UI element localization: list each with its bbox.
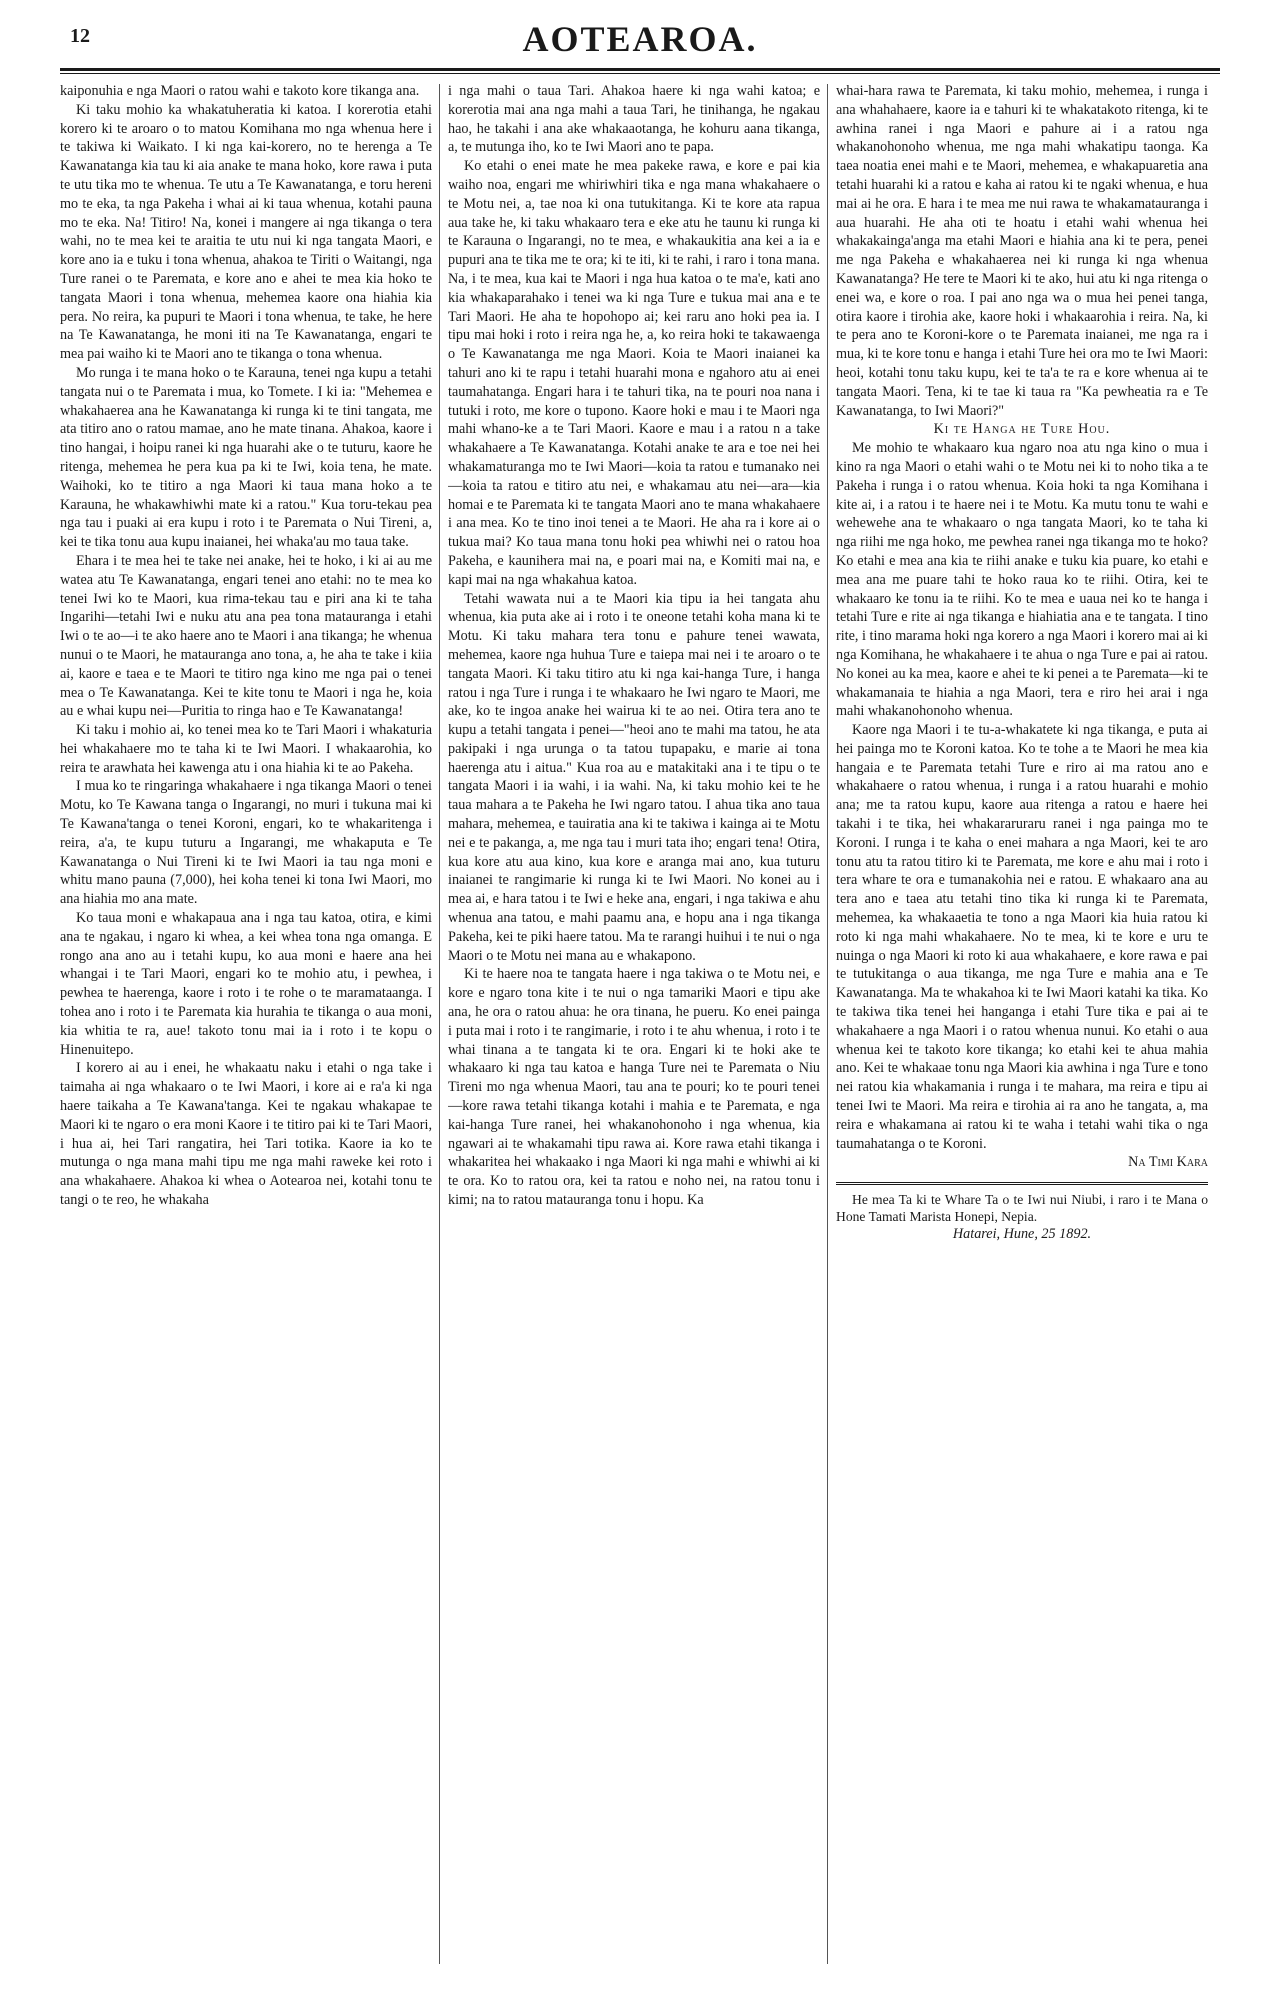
paragraph: Ki te haere noa te tangata haere i nga takiwa o te Motu nei, e kore e ngaro tona kite i te nui o nga tamariki Maori e tipu ake ana, he ora o ratou ahua: he ora tinana, he pueru. Ko enei painga i puta mai i roto i te rangimarie, i roto i te ahu whenua, i roto i te whai tinana a te tangata ki te ora. Engari ki te hoki ake te whakaaro ki nga tau katoa e hanga Ture nei te Paremata o Niu Tireni mo nga whenua Maori, tau ana te pouri; ko te pouri tenei—kore rawa tetahi tikanga kotahi i mahia e te Paremata, e nga kai-hanga Ture ranei, hei whakanohonoho i nga whenua, kia ngawari ai te whakamahi tipu rawa ai. Kore rawa etahi tikanga i whakaritea hei whakaako i nga Maori ki nga mahi e whiwhi ai ki te ora. Ko to ratou ora, kei ta ratou e noho nei, na ratou tonu i kimi; na to ratou matauranga tonu i hopu. Ka bbox=[448, 966, 820, 1209]
paragraph: Kaore nga Maori i te tu-a-whakatete ki nga tikanga, e puta ai hei painga mo te Koroni katoa. Ko te tohe a te Maori he mea kia hangaia e te Paremata tetahi Ture e riro ai ma ratou ano e whakahaere o ratou whenua, i runga i a ratou huarahi e mohio ana; me ta ratou kupu, kaore aua ritenga a ratou e haere hei takahi i te tika, hei whakararuraru ranei i nga painga mo te Koroni. I runga i te kaha o enei mahara a nga Maori, kei te aro tonu atu ta ratou titiro ki te Paremata, me kore e ahu mai i roto i tera whare te ora e tumanakohia nei e ratou. E whakaaro ana au tera ano e taea atu tetahi tino tika ki runga ki te Paremata, mehemea, ka whakaaetia te tono a nga Maori kia huia ratou ki roto ki nga mahi whakahaere. No te mea, ki te kore e uru te nuinga o nga Maori ki roto ki aua whakahaere, e kore rawa e pai te tutukitanga o aua tikanga, me nga Ture e mahia ana e Te Kawanatanga. Ma te whakahoa ki te Iwi Maori katahi ka tika. Ko te takiwa tika tenei hei hanganga i etahi Ture tika e pai ai te whakahaere a nga Maori i o ratou whenua nunui. Ko etahi o aua whenua kei te takoto kore tikanga; ko etahi kei te ahua mahia ano. Kei te whakaae tonu nga Maori kia awhina i nga Ture e tono nei ratou kia whakamania i runga i te mahara, ma reira e tipu ai tenei Iwi te Maori. Ma reira e tirohia ai ra ano he tangata, a, ma reira e whakamana ai ratou ki te waha i tetahi wahi tika o nga taumahatanga o te Koroni. bbox=[836, 722, 1208, 1152]
paragraph: Ko taua moni e whakapaua ana i nga tau katoa, otira, e kimi ana te ngakau, i ngaro ki whea, a kei whea tona nga omanga. E rongo ana ano au i tetahi kupu, ko aua moni e haere ana hei whangai i te Tari Maori, engari ko te mohio atu, i pewhea, i pewhea te haerenga, kaore i roto i te rohe o te maramataanga. I tohea ano i roto i te Paremata kia hurahia te tikanga o aua moni, kia whitia te ra, aue! takoto tonu mai ia i roto i te kopu o Hinenuitepo. bbox=[60, 910, 432, 1058]
paragraph: Me mohio te whakaaro kua ngaro noa atu nga kino o mua i kino ra nga Maori o etahi wahi o te Motu nei ki to noho tika a te Pakeha i runga i o ratou whenua. Koia hoki ta nga Komihana i kite ai, i a ratou i te haere nei i te Motu. Ka mutu tonu te wahi e wehewehe ana te whakaaro o nga tangata Maori, ko te taha ki nga riihi me nga hoko, me pewhea ranei nga tikanga mo te hoko? Ko etahi e mea ana kia te riihi anake e tuku kia puare, ko etahi e mea ana me puare tahi te hoko raua ko te riihi. Otira, kei te whakaaro ke tonu ia te riihi. Ko te mea e uaua nei ko te hanga i tetahi Ture e rite ai nga tikanga e hiahiatia ana e te tangata. I tino rite, i tino marama hoki nga korero a nga Maori i korero mai ai ki nga Komihana, he whakahaere i te ahua o nga Ture e pai ai ratou. No konei au ka mea, kaore e ahei te ki penei a te Paremata—ki te whakamanaia te hiahia a nga Maori, tera e riro hei arai i nga mahi whakanohonoho whenua. bbox=[836, 440, 1208, 720]
paragraph: Ehara i te mea hei te take nei anake, hei te hoko, i ki ai au me watea atu Te Kawanatanga, engari tenei ano etahi: no te mea ko tenei Iwi ko te Maori, kua rima-tekau tau e piri ana ki te taha Ingarihi—tetahi Iwi e nuku atu ana pea tona matauranga i etahi Iwi o te ao—i te ako haere ano te Maori i ana tikanga; he whenua nunui o te Maori, he matauranga ano tona, a, he aha te take i kiia ai, kaore e taea e te Maori te titiro nga kino me nga pai o tenei mea o Te Kawanatanga. Kei te kite tonu te Maori i nga he, koia au e whai kupu nei—Puritia to ringa hao e Te Kawanatanga! bbox=[60, 552, 432, 720]
paragraph: Tetahi wawata nui a te Maori kia tipu ia hei tangata ahu whenua, kia puta ake ai i roto i te oneone tetahi koha mana ki te Motu. Ki taku mahara tera tonu e pahure tenei wawata, mehemea, kaore nga huhua Ture e taiepa mai nei i te aroaro o te tangata Maori. Ki taku titiro atu ki nga kai-hanga Ture, i hanga ratou i nga Ture i runga i te whakaaro he Iwi ngaro te Maori, me ake, ko te ingoa anake hei wairua ki te ao nei. Otira tera ano te kupu a tetahi tangata i penei—"heoi ano te mahi ma tatou, he ata pakipaki i nga urunga o ta tatou tupapaku, e marie ai tona haerenga atu i aitua." Kua roa au e matakitaki ana i te tipu o te tangata Maori i ia wahi, i ia wahi. Na, ki taku mohio kei te he taua mahara a te Pakeha he Iwi ngaro tatou. I ahua tika ano taua mahara, mehemea, e tauiratia ana ki te takiwa i kainga ai te Motu nei e te pakanga, a, me nga tau i muri tata iho; engari tena! Otira, kua kore atu aua kino, kua kore e aranga mai ano, kua tuturu inaianei te rangimarie ki runga ki te Iwi Maori. No konei au i mea ai, e hara tatou i te Iwi e heke ana, engari, i nga takiwa e ahu whenua ana tatou, e mahi paamu ana, e hopu ana i nga tikanga Pakeha, kei te piki haere tatou. Ma te rarangi huihui i te nui o nga Maori o te Motu nei mana au e whakapono. bbox=[448, 590, 820, 964]
paragraph: Ki taku i mohio ai, ko tenei mea ko te Tari Maori i whakaturia hei whakahaere mo te taha ki te Iwi Maori. I whakaarohia, ko reira te arawhata hei kawenga atu i ona hiahia ki te ao Pakeha. bbox=[60, 722, 432, 776]
paragraph: I korero ai au i enei, he whakaatu naku i etahi o nga take i taimaha ai nga whakaaro o te Iwi Maori, i kore ai e ra'a ki nga haere taikaha a Te Kawana'tanga. Kei te ngakau whakapae te Maori ki te ngaro o era moni Kaore i te titiro pai ki te Tari Maori, i hua ai, hei Tari rangatira, hei Tari totika. Kaore ia ko te mutunga o nga mana mahi tipu me nga mahi raweke kei roto i ana whakahaere. Ahakoa ki whea o Aotearoa nei, kotahi tonu te tangi o te reo, he whakaha bbox=[60, 1060, 432, 1209]
section-subheading: Ki te Hanga he Ture Hou. bbox=[933, 421, 1111, 438]
author-signature: Na Timi Kara bbox=[1128, 1154, 1208, 1171]
paragraph: whai-hara rawa te Paremata, ki taku mohio, mehemea, i runga i ana whahahaere, kaore ia e tahuri ki te whakatakoto ritenga, ki te awhina ranei i nga Maori e pahure ai i a ratou nga whakanohonoho whenua, me nga mahi whakatipu taonga. Ka taea noatia enei mahi e te Maori, mehemea, e whakapuaretia ana tetahi huarahi ki a ratou e kaha ai ratou ki te ngaki whenua, e hua mai ai he ora. E hara i te mea me nui rawa te whakamatauranga i aua huarahi. He aha oti te hoatu i etahi wahi whenua hei whakakainga'anga ma etahi Maori e hiahia ana ki te pera, penei me nga Pakeha e whakahaerea nei ki runga ki nga whenua Kawanatanga? He tere te Maori ki te ako, hui atu ki nga ritenga o enei wa, e kore o roa. I pai ano nga wa o mua hei penei tanga, otira kaore i tirohia ake, kaore hoki i whakaarohia i reira. Na, ki te pera ano te Koroni-kore o te Paremata inaianei, me nga ra i mua, ki te kore tonu e hanga i etahi Ture hei ora mo te Iwi Maori: heoi, kotahi tonu taku kupu, kei te ta'a te ra e kore whenua ai te tangata Maori. Tena, ki te tae ki taua ra "Ka pewheatia ra e Te Kawanatanga, to Iwi Maori?" bbox=[836, 83, 1208, 419]
column-right bbox=[836, 82, 1208, 1977]
notice-divider bbox=[836, 1182, 1208, 1185]
masthead-title: AOTEAROA. bbox=[522, 19, 758, 59]
header-rule bbox=[60, 68, 1220, 71]
page-number: 12 bbox=[70, 25, 90, 47]
paragraph: Ki taku mohio ka whakatuheratia ki katoa. I korerotia etahi korero ki te aroaro o to matou Komihana mo nga whenua here i te takiwa ki Waikato. I ki nga kai-korero, no te herenga a Te Kawanatanga kia tau ki aia anake te mana hoko, kore rawa i puta te utu tika mo te whenua. Te utu a Te Kawanatanga, e toru hereni mo te eka, ta nga Pakeha i whai ai ki taua whenua, kotahi pauna mo te eka. Na! Titiro! Na, konei i mangere ai nga tikanga o tera wahi, no te mea kei te araitia te utu nui ki nga tangata Maori, e kore ano ia e tuku i tona whenua, ahakoa te Tiriti o Waitangi, nga Ture ranei o te Paremata, e kore ano e ahei te mea kia hoko te tangata Maori i tona whenua, mehemea kaore ona hiahia kia pera. No reira, ka pupuri te Maori i tona whenua, te take, he here na Te Kawanatanga, he moni iti na Te Kawanatanga, engari te mea pai waiho ki te Maori ano te tikanga o tona whenua. bbox=[60, 101, 432, 363]
page-header bbox=[60, 20, 1220, 80]
paragraph: Mo runga i te mana hoko o te Karauna, tenei nga kupu a tetahi tangata nui o te Paremata i mua, ko Tomete. I ki ia: "Mehemea e whakahaerea ana he Kawanatanga ki runga ki te tini tangata, me ata titiro ano o ratou mamae, ano he mate tinana. Ahakoa, kaore i tino hangai, i hoipu ranei ki nga huarahi ake o te tuturu, kaore he ritenga, mehemea he pera kua pa ki te Iwi, koia tena, he mate. Waihoki, ko te titiro a nga Maori ki taua mana hoko a te Karauna, he whakawhiwhi mate ki a ratou." Kua toru-tekau pea nga tau i puaki ai era kupu i roto i te Paremata o Nui Tireni, a, kei te tika tonu aua kupu inaianei, hei whaka'au mo taua take. bbox=[60, 364, 432, 551]
column-divider bbox=[439, 84, 440, 1964]
publication-date: Hatarei, Hune, 25 1892. bbox=[952, 1226, 1092, 1243]
header-rule-thin bbox=[60, 73, 1220, 74]
column-middle bbox=[448, 82, 820, 1977]
paragraph: i nga mahi o taua Tari. Ahakoa haere ki nga wahi katoa; e korerotia mai ana nga mahi a taua Tari, he tinihanga, he ngakau hao, he takahi i ana ake whakaaotanga, he kohuru aana tikanga, a, te mutunga iho, ko te Iwi Maori ano te papa. bbox=[448, 83, 820, 156]
paragraph: kaiponuhia e nga Maori o ratou wahi e takoto kore tikanga ana. bbox=[60, 83, 420, 99]
column-left bbox=[60, 82, 432, 1977]
paragraph: Ko etahi o enei mate he mea pakeke rawa, e kore e pai kia waiho noa, engari me whiriwhiri tika e nga mana whakahaere o te Motu nei, a, tae noa ki ona tutukitanga. Ki te kore ata rapua aua take he, ki taku whakaaro tera e eke atu he taunu ki runga ki te Karauna o Ingarangi, no te mea, e whakaukitia ana kei a ia e pupuri ana te tika me te ora; ki te iti, ki te rahi, i raro i tona mana. Na, i te mea, kua kai te Maori i nga hua katoa o te ma'e, kati ano kia whakaparahako i tenei wa ki nga Ture e tukua mai ana e te Tari Maori. He aha te hopohopo ai; kei raru ano hoki pea ia. I tipu mai hoki i roto i reira nga he, a, ko reira hoki te takawaenga o Te Kawanatanga me nga Maori. Koia te Maori inaianei ka tahuri ano ki te rapu i tetahi huarahi mona e ngahoro atu ai enei taumahatanga. Engari hara i te tahuri tika, na te pouri noa nana i tutuki i roto, me kore o tupono. Kaore hoki e mau i te Maori nga mahi whano-ke a te Tari Maori. Kaore e mau i a ratou n a take whakahaere a Te Kawanatanga. Kotahi anake te ara e toe nei hei whakamaturanga mo te Iwi Maori—koia ta ratou e tumanako nei—koia ta ratou e titiro atu nei, e whakamau atu nei—ara—kia homai e te Paremata ki te tangata Maori ano te mana whakahaere i ana mea. Ko te tino inoi tenei a te Maori. He aha ra i kore ai o tukua mai? Ko taua mana tonu hoki pea whiwhi nei o ratou hoa Pakeha, e kaunihera mai na, e poari mai na, e Komiti mai na, e kapi mai na nga whakahua katoa. bbox=[448, 158, 820, 588]
printer-notice: He mea Ta ki te Whare Ta o te Iwi nui Niubi, i raro i te Mana o Hone Tamati Marista Honepi, Nepia. bbox=[836, 1192, 1208, 1225]
column-divider bbox=[827, 84, 828, 1964]
paragraph: I mua ko te ringaringa whakahaere i nga tikanga Maori o tenei Motu, ko Te Kawana tanga o Ingarangi, no muri i tukuna mai ki Te Kawana'tanga o tenei Koroni, engari, ko te whakaritenga i reira, a'a, te kupu tuturu a Ingarangi, me whakaputa e Te Kawanatanga o Nui Tireni ki te Iwi Maori ia tau nga moni e whitu mano pauna (7,000), hei koha tenei ki tona Iwi Maori, mo ana hiahia mo ana mate. bbox=[60, 778, 432, 908]
